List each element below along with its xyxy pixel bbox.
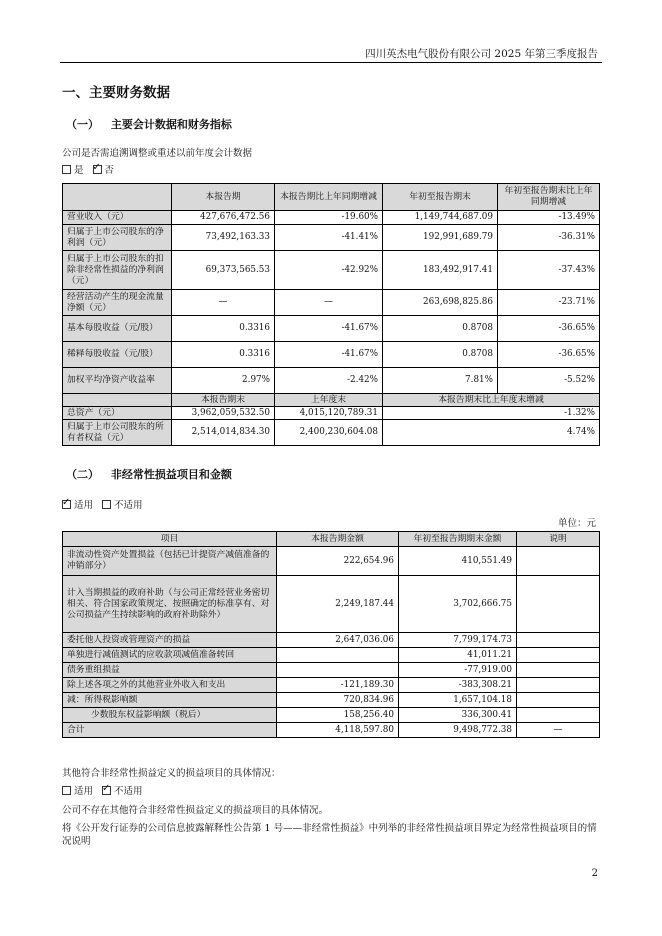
table-cell: -19.60% <box>275 211 383 225</box>
table-cell <box>517 547 600 576</box>
table-cell: 9,498,772.38 <box>399 723 517 738</box>
table-cell: -77,919.00 <box>399 663 517 678</box>
unit-label: 单位：元 <box>557 518 596 529</box>
key-financial-data-table <box>62 183 600 446</box>
no-other-items-statement: 公司不存在其他符合非经常性损益定义的损益项目的具体情况。 <box>62 805 329 816</box>
table-cell: 69,373,565.53 <box>172 251 275 290</box>
header-cell: 项目 <box>63 532 277 547</box>
table-row <box>63 407 600 420</box>
header-cell: 本报告期末 <box>172 394 275 407</box>
restate-no-checkbox[interactable] <box>93 165 102 174</box>
table-row <box>63 708 600 723</box>
applicable-yes-checkbox[interactable] <box>62 500 71 509</box>
table-cell: 2,400,230,604.08 <box>275 420 383 446</box>
header-cell: 说明 <box>517 532 600 547</box>
table-row <box>63 678 600 693</box>
table-cell <box>277 648 399 663</box>
table-cell: 7.81% <box>383 368 498 394</box>
table-cell <box>517 678 600 693</box>
subsection-2-number: （二） <box>66 468 99 481</box>
table-cell <box>517 708 600 723</box>
header-cell: 年初至报告期末比上年同期增减 <box>498 184 600 211</box>
applicable-options <box>62 499 143 512</box>
table-cell: 192,991,689.79 <box>383 225 498 251</box>
table-cell: — <box>275 290 383 316</box>
restate-question: 公司是否需追溯调整或重述以前年度会计数据 <box>62 148 253 159</box>
table-cell: 183,492,917.41 <box>383 251 498 290</box>
table-cell <box>277 663 399 678</box>
other-options <box>62 785 143 798</box>
table-cell: -36.65% <box>498 342 600 368</box>
table-cell: 3,962,059,532.50 <box>172 407 275 420</box>
table-cell: -36.31% <box>498 225 600 251</box>
table-cell: -121,189.30 <box>277 678 399 693</box>
header-cell <box>63 184 172 211</box>
table-cell: -23.71% <box>498 290 600 316</box>
table-row <box>63 663 600 678</box>
table-cell: 410,551.49 <box>399 547 517 576</box>
table-cell: -42.92% <box>275 251 383 290</box>
table-cell: -2.42% <box>275 368 383 394</box>
table-cell: 7,799,174.73 <box>399 633 517 648</box>
header-cell: 年初至报告期期末金额 <box>399 532 517 547</box>
table-row <box>63 251 600 290</box>
table-cell: 222,654.96 <box>277 547 399 576</box>
table-cell: — <box>172 290 275 316</box>
restate-yes-label: 是 <box>74 165 84 176</box>
table-cell: 73,492,163.33 <box>172 225 275 251</box>
row-label: 除上述各项之外的其他营业外收入和支出 <box>63 678 277 693</box>
non-recurring-items-table <box>62 531 600 738</box>
header-cell: 本报告期 <box>172 184 275 211</box>
table-cell: 2,249,187.44 <box>277 576 399 633</box>
table-row <box>63 342 600 368</box>
table-row <box>63 723 600 738</box>
table-cell: 4.74% <box>383 420 600 446</box>
row-label: 经营活动产生的现金流量净额（元） <box>63 290 172 316</box>
table-header-row <box>63 394 600 407</box>
table-row <box>63 648 600 663</box>
table-cell: -5.52% <box>498 368 600 394</box>
row-label: 营业收入（元） <box>63 211 172 225</box>
row-label: 稀释每股收益（元/股） <box>63 342 172 368</box>
report-header-title: 四川英杰电气股份有限公司 2025 年第三季度报告 <box>365 48 598 60</box>
table-row <box>63 576 600 633</box>
other-yes-checkbox[interactable] <box>62 786 71 795</box>
table-cell: 2,647,036.06 <box>277 633 399 648</box>
table-cell: -1.32% <box>383 407 600 420</box>
table-header-row <box>63 184 600 211</box>
subsection-2-label: 非经常性损益项目和金额 <box>110 468 232 481</box>
table-row <box>63 693 600 708</box>
applicable-no-label: 不适用 <box>114 500 143 511</box>
table-cell: 1,657,104.18 <box>399 693 517 708</box>
row-label: 债务重组损益 <box>63 663 277 678</box>
table-cell: -13.49% <box>498 211 600 225</box>
subsection-1-title <box>66 116 232 132</box>
header-cell: 本报告期末比上年度末增减 <box>383 394 600 407</box>
header-cell: 上年度末 <box>275 394 383 407</box>
section-title: 一、主要财务数据 <box>62 85 170 101</box>
table-cell: 720,834.96 <box>277 693 399 708</box>
table-row <box>63 633 600 648</box>
row-label: 少数股东权益影响额（税后） <box>63 708 277 723</box>
row-label: 减：所得税影响额 <box>63 693 277 708</box>
header-cell: 本报告期比上年同期增减 <box>275 184 383 211</box>
header-cell: 年初至报告期末 <box>383 184 498 211</box>
table-cell <box>517 663 600 678</box>
table-cell: -41.67% <box>275 342 383 368</box>
table-cell: 263,698,825.86 <box>383 290 498 316</box>
subsection-1-number: （一） <box>66 118 99 131</box>
table-cell: — <box>517 723 600 738</box>
restate-options <box>62 164 114 177</box>
header-cell <box>63 394 172 407</box>
table-cell: 2.97% <box>172 368 275 394</box>
other-no-checkbox[interactable] <box>102 786 111 795</box>
header-divider <box>60 62 602 63</box>
row-label: 归属于上市公司股东的净利润（元） <box>63 225 172 251</box>
table-cell <box>517 693 600 708</box>
table-cell: 4,118,597.80 <box>277 723 399 738</box>
table-cell: 158,256.40 <box>277 708 399 723</box>
row-label: 归属于上市公司股东的扣除非经常性损益的净利润（元） <box>63 251 172 290</box>
other-yes-label: 适用 <box>74 786 94 797</box>
restate-yes-checkbox[interactable] <box>62 165 71 174</box>
table-cell: 41,011.21 <box>399 648 517 663</box>
table-cell: 336,300.41 <box>399 708 517 723</box>
table-cell: 0.8708 <box>383 342 498 368</box>
table-cell <box>517 576 600 633</box>
row-label: 计入当期损益的政府补助（与公司正常经营业务密切相关、符合国家政策规定、按照确定的标准享有、对公司损益产生持续影响的政府补助除外） <box>63 576 277 633</box>
table-row <box>63 316 600 342</box>
table-row <box>63 290 600 316</box>
table-row <box>63 547 600 576</box>
other-no-label: 不适用 <box>114 786 143 797</box>
other-items-note: 其他符合非经常性损益定义的损益项目的具体情况： <box>62 768 281 779</box>
table-cell: 427,676,472.56 <box>172 211 275 225</box>
table-row <box>63 420 600 446</box>
row-label: 归属于上市公司股东的所有者权益（元） <box>63 420 172 446</box>
subsection-1-label: 主要会计数据和财务指标 <box>110 118 232 131</box>
table-cell: 2,514,014,834.30 <box>172 420 275 446</box>
header-cell: 本报告期金额 <box>277 532 399 547</box>
table-row <box>63 368 600 394</box>
row-label: 非流动性资产处置损益（包括已计提资产减值准备的冲销部分） <box>63 547 277 576</box>
table-header-row <box>63 532 600 547</box>
table-cell: 4,015,120,789.31 <box>275 407 383 420</box>
table-cell: 3,702,666.75 <box>399 576 517 633</box>
table-cell: -41.41% <box>275 225 383 251</box>
table-cell <box>517 633 600 648</box>
table-cell: 0.3316 <box>172 316 275 342</box>
table-cell: -41.67% <box>275 316 383 342</box>
row-label: 加权平均净资产收益率 <box>63 368 172 394</box>
table-cell: -37.43% <box>498 251 600 290</box>
table-cell: 0.8708 <box>383 316 498 342</box>
applicable-no-checkbox[interactable] <box>102 500 111 509</box>
page-number: 2 <box>591 868 598 879</box>
row-label: 合计 <box>63 723 277 738</box>
row-label: 单独进行减值测试的应收款项减值准备转回 <box>63 648 277 663</box>
table-cell: 1,149,744,687.09 <box>383 211 498 225</box>
table-cell: -383,308.21 <box>399 678 517 693</box>
table-cell <box>517 648 600 663</box>
row-label: 总资产（元） <box>63 407 172 420</box>
row-label: 委托他人投资或管理资产的损益 <box>63 633 277 648</box>
table-row <box>63 211 600 225</box>
row-label: 基本每股收益（元/股） <box>63 316 172 342</box>
table-cell: 0.3316 <box>172 342 275 368</box>
table-row <box>63 225 600 251</box>
table-cell: -36.65% <box>498 316 600 342</box>
reclassification-note: 将《公开发行证券的公司信息披露解释性公告第 1 号——非经常性损益》中列举的非经常性损益项目界定为经常性损益项目的情况说明 <box>62 823 597 847</box>
restate-no-label: 否 <box>104 165 115 176</box>
applicable-yes-label: 适用 <box>74 500 94 511</box>
subsection-2-title <box>66 466 232 482</box>
